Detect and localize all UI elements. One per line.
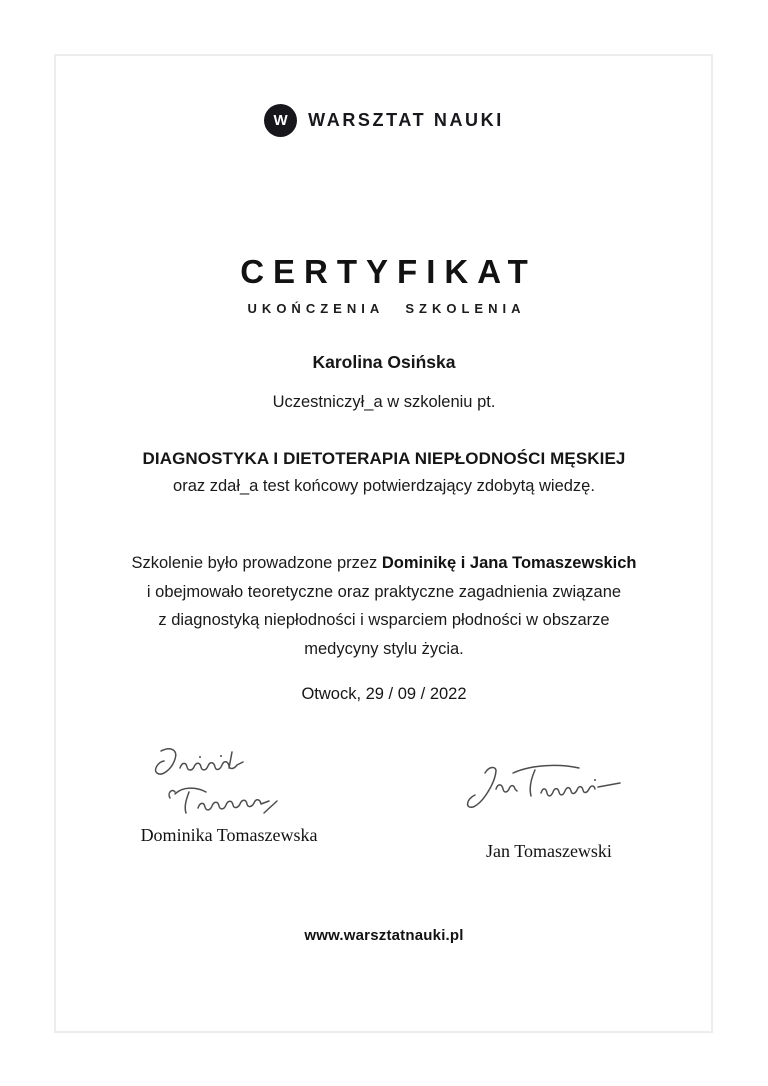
recipient-name: Karolina Osińska: [312, 352, 456, 372]
signer-name-dominika: Dominika Tomaszewska: [140, 825, 318, 845]
date-location: Otwock, 29 / 09 / 2022: [301, 685, 467, 703]
certificate-border: [54, 54, 713, 1033]
brand-logo-icon: [264, 104, 297, 137]
description-line-4: medycyny stylu życia.: [304, 639, 464, 658]
presenter-names: Dominikę i Jana Tomaszewskich: [381, 554, 637, 572]
signature-handwriting-dominika: [114, 744, 344, 824]
description-line-3: z diagnostyką niepłodności i wsparciem płodności w obszarze: [158, 611, 610, 629]
brand-logo-letter: W: [273, 112, 288, 129]
participation-text: Uczestniczył_a w szkoleniu pt.: [272, 393, 496, 411]
description-line-2: i obejmowało teoretyczne oraz praktyczne zagadnienia związane: [146, 582, 622, 601]
brand-logo: [0, 104, 768, 137]
presenter-prefix: Szkolenie było prowadzone przez: [131, 554, 382, 572]
course-note: oraz zdał_a test końcowy potwierdzający zdobytą wiedzę.: [173, 477, 595, 495]
signature-block-jan: [384, 742, 714, 862]
course-description: [0, 549, 768, 663]
signature-handwriting-jan: [449, 758, 649, 816]
website-footer: www.warsztatnauki.pl: [304, 927, 464, 944]
certificate-title: CERTYFIKAT: [240, 253, 537, 290]
signer-name-jan: Jan Tomaszewski: [486, 841, 612, 861]
brand-name: WARSZTAT NAUKI: [308, 110, 504, 130]
certificate-subtitle: UKOŃCZENIA SZKOLENIA: [247, 301, 526, 316]
description-line-1: [0, 549, 768, 578]
signature-block-dominika: [64, 742, 394, 846]
course-title: DIAGNOSTYKA I DIETOTERAPIA NIEPŁODNOŚCI MĘSKIEJ: [142, 449, 626, 468]
